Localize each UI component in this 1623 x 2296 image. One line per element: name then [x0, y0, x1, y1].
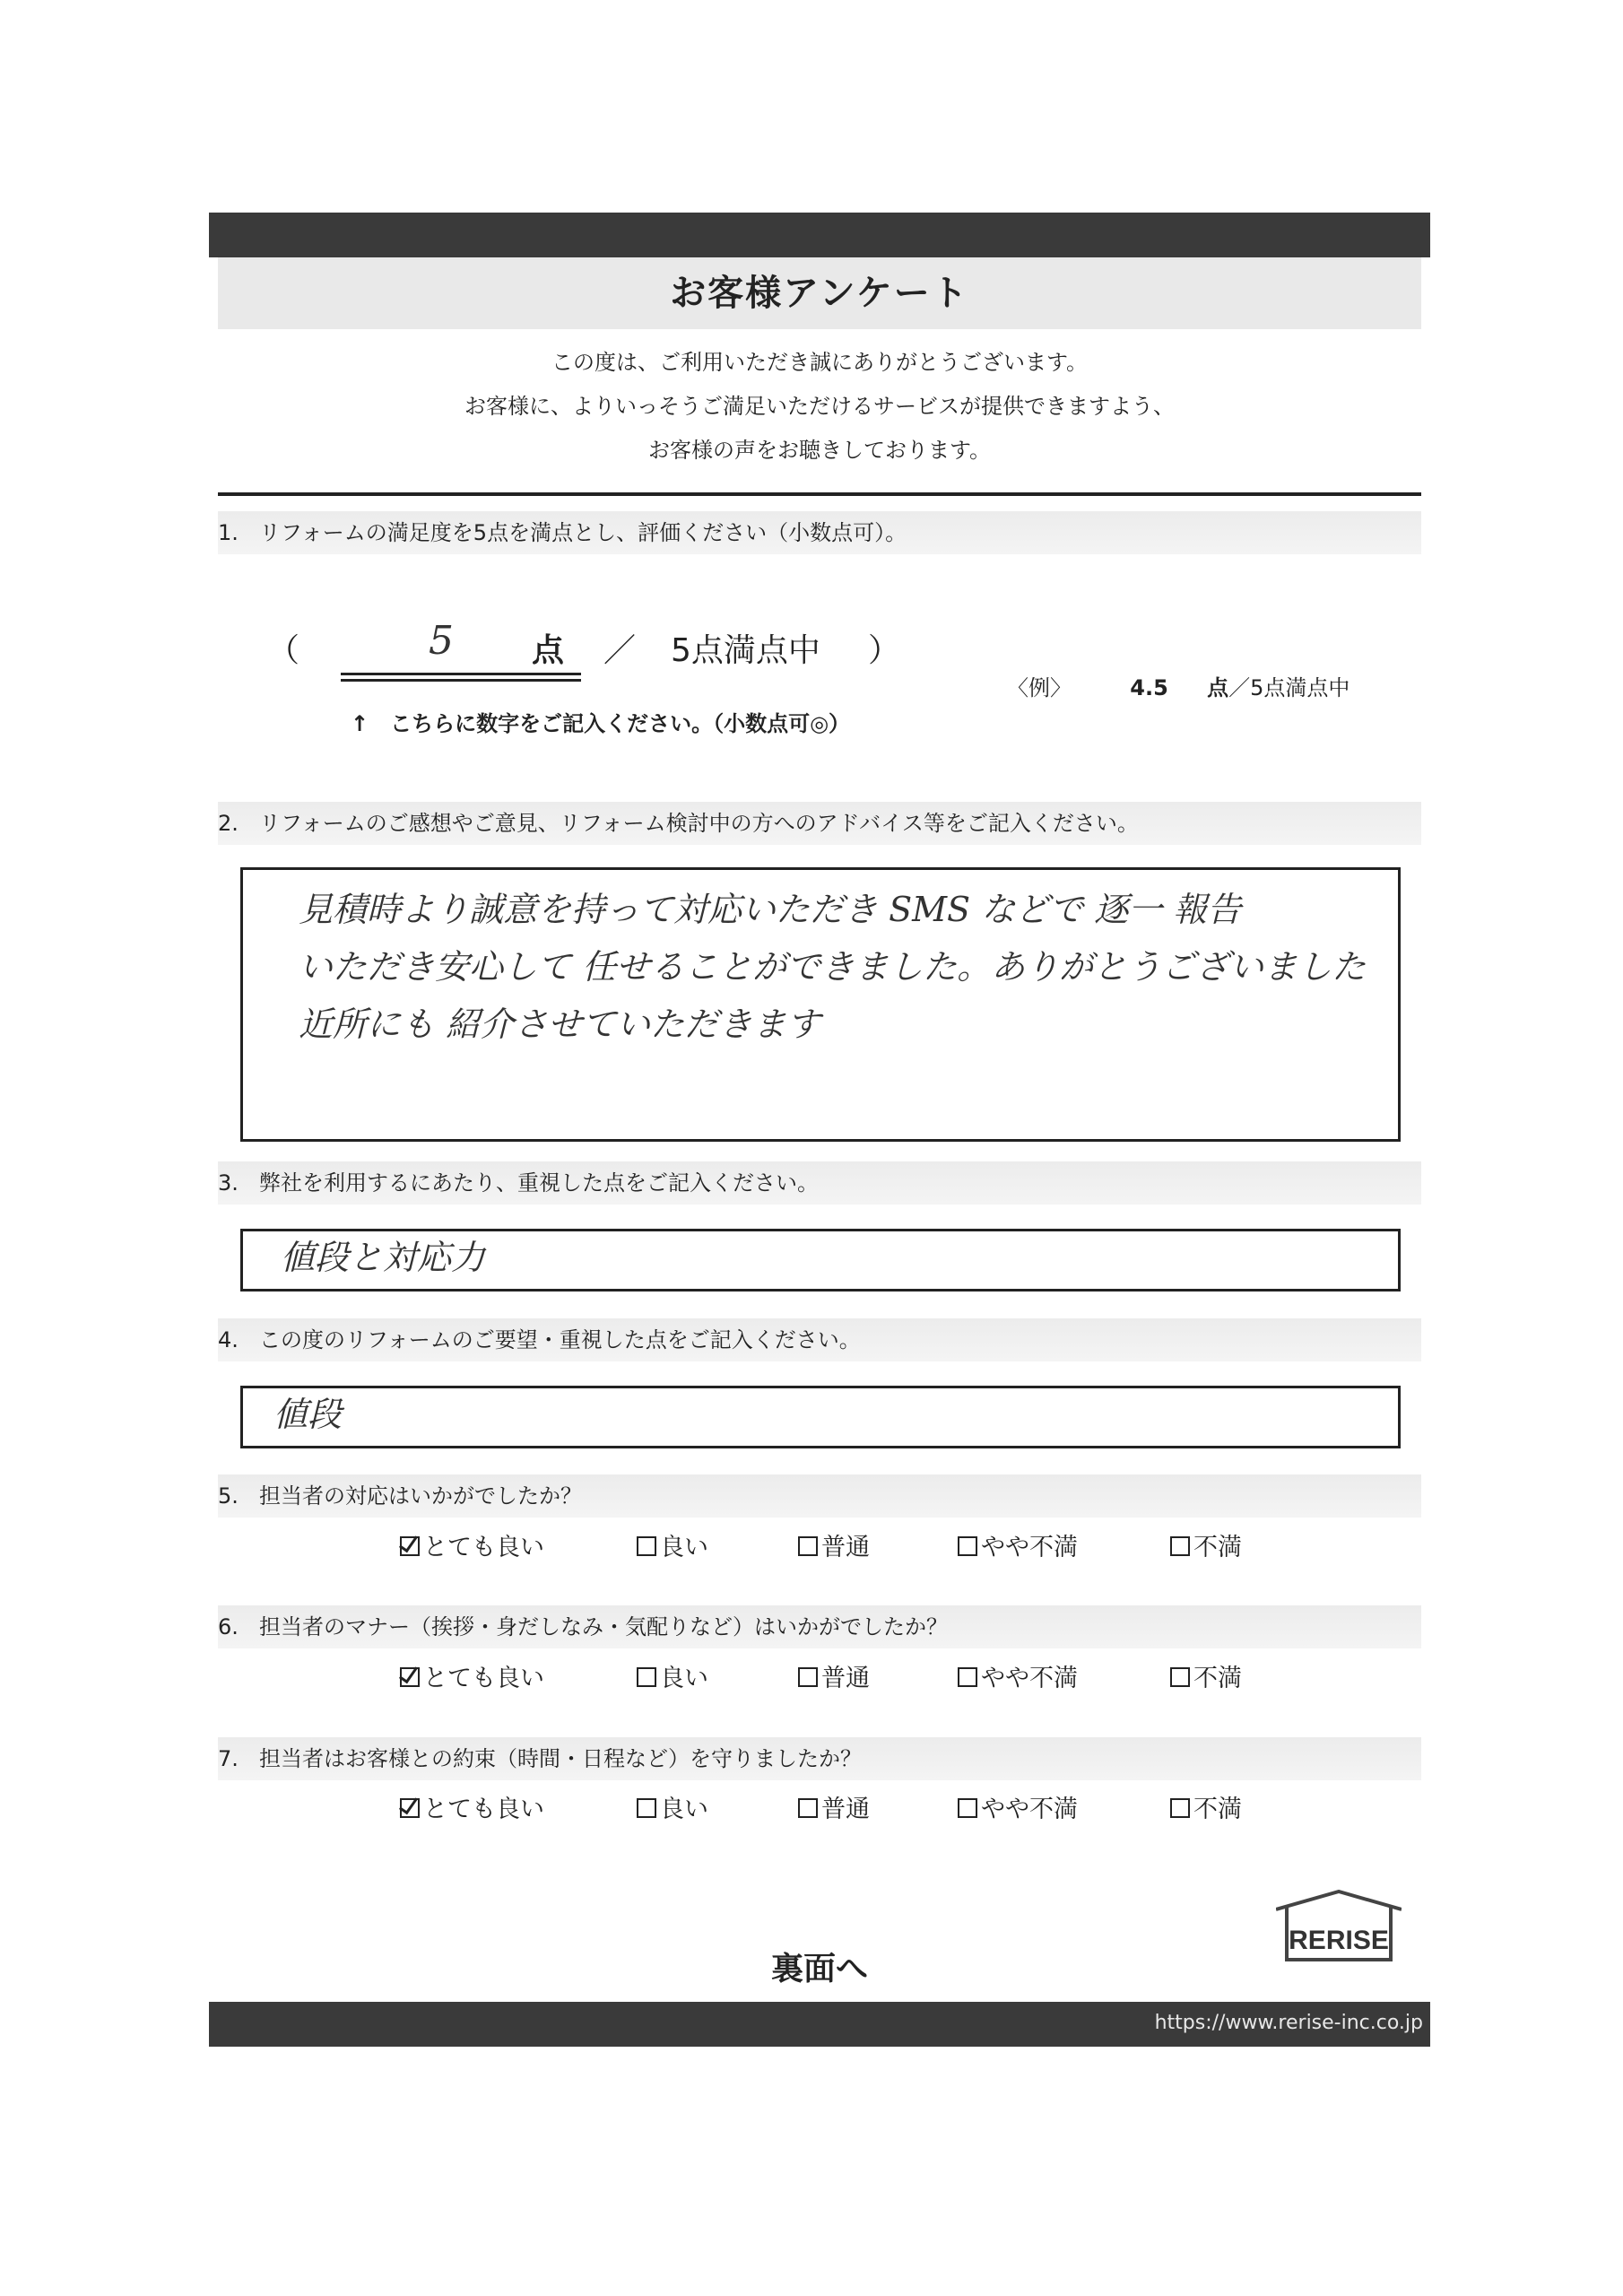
q6-option[interactable]: 不満	[1170, 1658, 1242, 1693]
checkbox-icon[interactable]	[637, 1667, 656, 1687]
q2-number: 2.	[218, 811, 239, 836]
intro-text	[209, 341, 1430, 473]
intro-line: お客様に、よりいっそうご満足いただけるサービスが提供できますよう、	[464, 394, 1175, 419]
q7-options	[209, 1789, 1430, 1825]
checkbox-icon[interactable]	[958, 1536, 977, 1556]
q6-options	[209, 1658, 1430, 1694]
survey-sheet	[209, 213, 1430, 2047]
website-url[interactable]: https://www.rerise-inc.co.jp	[1154, 2012, 1423, 2034]
q1-close-paren: ）	[868, 632, 901, 669]
q6-option[interactable]: 良い	[637, 1658, 708, 1693]
q4-label: この度のリフォームのご要望・重視した点をご記入ください。	[259, 1327, 861, 1352]
example-max: ／5点満点中	[1228, 675, 1350, 700]
checkbox-checked-icon[interactable]	[400, 1536, 420, 1556]
house-roof-icon	[1276, 1892, 1402, 1909]
answer-line: 見積時より誠意を持って対応いただき SMS などで 逐一 報告	[299, 890, 1242, 929]
q6-label: 担当者のマナー（挨拶・身だしなみ・気配りなど）はいかがでしたか？	[259, 1614, 948, 1639]
q1-note: ↑ こちらに数字をご記入ください。（小数点可◎）	[351, 711, 851, 736]
q5-label: 担当者の対応はいかがでしたか？	[259, 1483, 582, 1509]
q7-number: 7.	[218, 1746, 239, 1771]
q6-number: 6.	[218, 1614, 239, 1639]
checkbox-icon[interactable]	[958, 1798, 977, 1818]
checkbox-icon[interactable]	[798, 1667, 818, 1687]
q7-label: 担当者はお客様との約束（時間・日程など）を守りましたか？	[259, 1746, 862, 1771]
q1-max: 5点満点中	[671, 632, 820, 669]
q1-score-answer[interactable]: 5	[429, 618, 454, 664]
q6-option[interactable]: やや不満	[958, 1658, 1078, 1693]
q7-option[interactable]: やや不満	[958, 1789, 1078, 1824]
checkbox-icon[interactable]	[1170, 1798, 1190, 1818]
checkbox-icon[interactable]	[637, 1798, 656, 1818]
checkbox-icon[interactable]	[798, 1536, 818, 1556]
survey-title: お客様アンケート	[670, 273, 969, 314]
q5-option[interactable]: やや不満	[958, 1527, 1078, 1562]
checkbox-icon[interactable]	[958, 1667, 977, 1687]
next-page-label: 裏面へ	[770, 1951, 868, 1987]
checkbox-checked-icon[interactable]	[400, 1798, 420, 1818]
q1-score-underline	[341, 673, 581, 675]
q3-number: 3.	[218, 1170, 239, 1196]
q1-example	[1007, 670, 1350, 701]
example-value: 4.5	[1130, 675, 1168, 700]
answer-line: いただき安心して 任せることができました。ありがとうございました	[299, 947, 1367, 987]
q2-question	[218, 802, 1139, 845]
q6-option[interactable]: とても良い	[400, 1658, 544, 1693]
q5-option[interactable]: とても良い	[400, 1527, 544, 1562]
logo-text: RERISE	[1289, 1926, 1389, 1955]
checkbox-icon[interactable]	[798, 1798, 818, 1818]
top-bar	[209, 213, 1430, 257]
q7-option[interactable]: 普通	[798, 1789, 870, 1824]
rerise-logo	[1276, 1890, 1402, 1961]
q3-answer: 値段と対応力	[281, 1238, 486, 1277]
example-label: 〈例〉	[1007, 675, 1072, 700]
q1-open-paren: （	[267, 632, 300, 669]
q4-answer: 値段	[273, 1395, 343, 1434]
intro-line: お客様の声をお聴きしております。	[647, 438, 992, 463]
q4-question	[218, 1318, 861, 1361]
intro-line: この度は、ご利用いただき誠にありがとうございます。	[551, 350, 1089, 375]
checkbox-icon[interactable]	[1170, 1667, 1190, 1687]
q7-option[interactable]: 良い	[637, 1789, 708, 1824]
q4-number: 4.	[218, 1327, 239, 1352]
checkbox-icon[interactable]	[1170, 1536, 1190, 1556]
answer-line: 近所にも 紹介させていただきます	[299, 1004, 821, 1044]
q7-question	[218, 1737, 862, 1780]
q7-option[interactable]: 不満	[1170, 1789, 1242, 1824]
q5-question	[218, 1474, 582, 1518]
q3-question	[218, 1161, 819, 1205]
q5-options	[209, 1527, 1430, 1563]
q2-answer	[299, 881, 1366, 1053]
q6-question	[218, 1605, 948, 1648]
q1-number: 1.	[218, 520, 239, 545]
q5-option[interactable]: 不満	[1170, 1527, 1242, 1562]
q1-question	[218, 511, 907, 554]
example-unit: 点	[1207, 675, 1229, 700]
q3-label: 弊社を利用するにあたり、重視した点をご記入ください。	[259, 1170, 819, 1196]
q2-label: リフォームのご感想やご意見、リフォーム検討中の方へのアドバイス等をご記入ください。	[259, 811, 1139, 836]
q1-label: リフォームの満足度を5点を満点とし、評価ください（小数点可）。	[259, 520, 907, 545]
q4-answer-box[interactable]	[240, 1386, 1401, 1448]
q1-slash: ／	[603, 632, 637, 669]
q1-score-underline	[341, 679, 581, 682]
q5-number: 5.	[218, 1483, 239, 1509]
q7-option[interactable]: とても良い	[400, 1789, 544, 1824]
q6-option[interactable]: 普通	[798, 1658, 870, 1693]
checkbox-icon[interactable]	[637, 1536, 656, 1556]
header-divider	[218, 492, 1421, 496]
q5-option[interactable]: 普通	[798, 1527, 870, 1562]
checkbox-checked-icon[interactable]	[400, 1667, 420, 1687]
q1-unit: 点	[532, 632, 565, 669]
q5-option[interactable]: 良い	[637, 1527, 708, 1562]
